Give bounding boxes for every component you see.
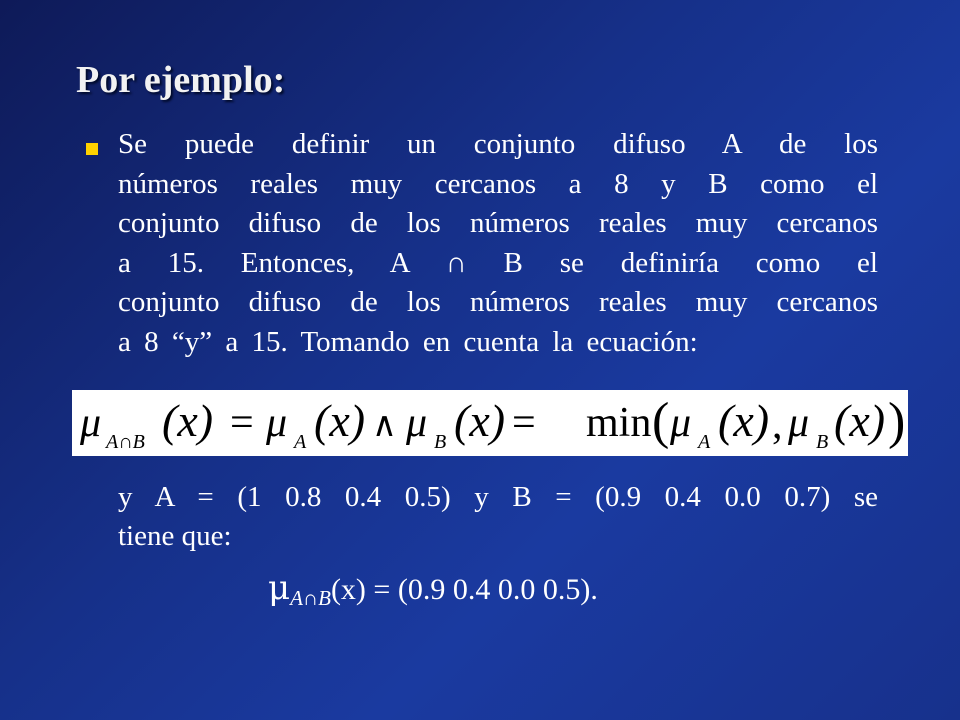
result-values: (x) = (0.9 0.4 0.0 0.5). <box>330 573 598 606</box>
eq-mu-b: μ <box>406 400 428 446</box>
equation-box <box>72 390 908 456</box>
eq-paren-x-3: (x) <box>454 395 506 446</box>
paragraph-line: conjunto difuso de los números reales muy cercanos <box>118 286 878 318</box>
paragraph-line: Se puede definir un conjunto difuso A de los <box>118 128 878 160</box>
paragraph-line: conjunto difuso de los números reales muy cercanos <box>118 207 878 239</box>
result-line <box>268 568 598 618</box>
eq-open-paren: ( <box>652 393 670 450</box>
eq-mu-b-2: μ <box>788 400 810 446</box>
eq-sub-a: A <box>294 431 307 453</box>
eq-sub-b: B <box>434 431 447 453</box>
eq-mu-a-2: μ <box>670 400 692 446</box>
result-sub: A∩B <box>290 586 331 610</box>
eq-sub-b-2: B <box>816 431 829 453</box>
paragraph-line: a 15. Entonces, A ∩ B se definiría como el <box>118 246 878 279</box>
slide-title: Por ejemplo: <box>76 59 286 101</box>
bullet-marker <box>86 143 98 155</box>
eq-wedge: ∧ <box>372 407 397 444</box>
conclusion-line: tiene que: <box>118 520 232 552</box>
eq-close-paren: ) <box>888 393 906 450</box>
eq-mu-lhs: μ <box>80 400 102 446</box>
eq-min: min <box>586 400 652 446</box>
bullet-paragraph <box>118 125 878 362</box>
values-line: y A = (1 0.8 0.4 0.5) y B = (0.9 0.4 0.0 0.7) se <box>118 481 878 513</box>
eq-equals-2: = <box>512 400 536 446</box>
eq-comma: , <box>772 402 783 448</box>
paragraph-line: a 8 “y” a 15. Tomando en cuenta la ecuación: <box>118 325 698 358</box>
eq-sub-lhs: A∩B <box>106 431 145 453</box>
eq-equals-1: = <box>230 400 254 446</box>
eq-paren-x-2: (x) <box>314 395 366 446</box>
eq-paren-x-5: (x) <box>834 395 886 446</box>
eq-paren-x-1: (x) <box>162 395 214 446</box>
eq-paren-x-4: (x) <box>718 395 770 446</box>
result-mu: μ <box>268 568 291 608</box>
equation-svg <box>72 390 908 456</box>
eq-sub-a-2: A <box>698 431 711 453</box>
paragraph-line: números reales muy cercanos a 8 y B como el <box>118 167 878 200</box>
eq-mu-a: μ <box>266 400 288 446</box>
